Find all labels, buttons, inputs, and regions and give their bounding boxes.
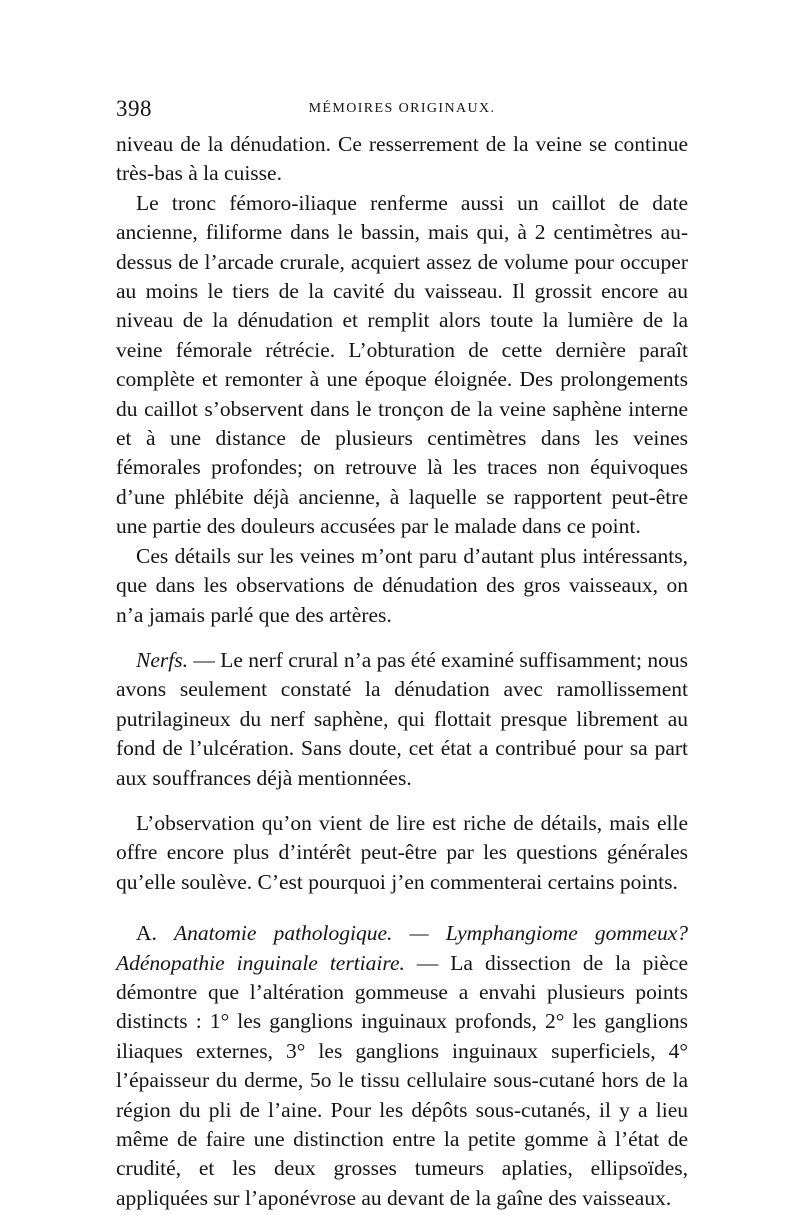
paragraph-continuation: niveau de la dénudation. Ce resserrement de la veine se continue très-bas à la cuisse. [116,132,688,186]
paragraph-veins-details: Ces détails sur les veines m’ont paru d’autant plus intéressants, que dans les observations de dénudation des gros vaisseaux, on n’a jamais parlé que des artères. [116,543,688,627]
nerves-text: — Le nerf crural n’a pas été examiné suffisamment; nous avons seulement constaté la dénudation avec ramollissement putrilagineux du nerf saphène, qui flottait presque librement au fond de l’ulcération. Sans doute, cet état a contribué pour sa part aux souffrances déjà mentionnées. [116,647,688,790]
paragraph-nerves [116,646,688,793]
section-letter: A. [136,921,175,946]
paragraph-femoro-iliac: Le tronc fémoro-iliaque renferme aussi un caillot de date ancienne, filiforme dans le bassin, mais qui, à 2 centimètres au-dessus de l’arcade crurale, acquiert assez de volume pour occuper au moins le tiers de la cavité du vaisseau. Il grossit encore au niveau de la dénudation et remplit alors toute la lumière de la veine fémorale rétrécie. L’obturation de cette dernière paraît complète et remonter à une époque éloignée. Des prolongements du caillot s’observent dans le tronçon de la veine saphène interne et à une distance de plusieurs centimètres dans les veines fémorales profondes; on retrouve là les traces non équivoques d’une phlébite déjà ancienne, à laquelle se rapportent peut-être une partie des douleurs accusées par le malade dans ce point. [116,190,688,539]
paragraph-observation: L’observation qu’on vient de lire est riche de détails, mais elle offre encore plus d’intérêt peut-être par les questions générales qu’elle soulève. C’est pourquoi j’en commenterai certains points. [116,810,688,894]
nerves-heading: Nerfs. [136,647,188,672]
paragraph-anatomy [116,919,688,1213]
section-title: Anatomie pathologique. — Lymphangiome gommeux? Adénopathie inguinale tertiaire. [116,921,689,975]
anatomy-text: — La dissection de la pièce démontre que l’altération gommeuse a envahi plusieurs points distincts : 1° les ganglions inguinaux profonds, 2° les ganglions iliaques externes, 3° les ganglions inguinaux superficiels, 4° l’épaisseur du derme, 5o le tissu cellulaire sous-cutané hors de la région du pli de l’aine. Pour les dépôts sous-cutanés, il y a lieu même de faire une distinction entre la petite gomme à l’état de crudité, et les deux grosses tumeurs aplaties, ellipsoïdes, appliquées sur l’aponévrose au devant de la gaîne des vaisseaux. [116,950,688,1210]
page-body [116,130,688,1213]
running-head: MÉMOIRES ORIGINAUX. [308,101,496,116]
page-header [116,96,688,124]
page-number: 398 [116,96,152,121]
